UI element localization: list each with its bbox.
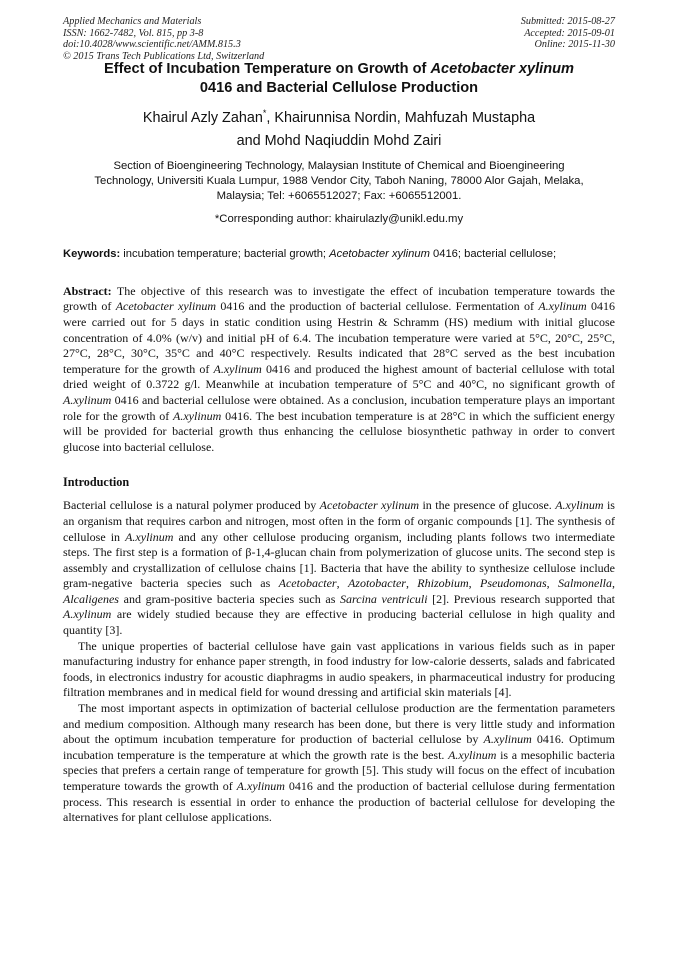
copyright-line: © 2015 Trans Tech Publications Ltd, Switzerland	[63, 50, 265, 62]
author-list	[63, 102, 615, 153]
corresponding-mark: *	[262, 108, 267, 118]
species-name: Azotobacter	[347, 576, 406, 591]
body-text: in the presence of glucose.	[419, 498, 556, 513]
abstract	[63, 284, 615, 456]
species-name: Rhizobium	[417, 576, 469, 591]
title-text-line2: 0416 and Bacterial Cellulose Production	[199, 80, 479, 96]
separator: ,	[546, 576, 558, 591]
abstract-label: Abstract:	[63, 283, 112, 298]
separator: ,	[612, 576, 615, 591]
species-name: A.xylinum	[483, 732, 532, 747]
species-name: A.xylinum	[63, 392, 112, 407]
first-author: Khairul Azly Zahan	[142, 109, 263, 126]
keywords-text: incubation temperature; bacterial growth;	[120, 247, 330, 260]
species-name: A.xylinum	[236, 779, 285, 794]
body-text: are widely studied because they are effective in producing bacterial cellulose in high quality and quantity [3].	[63, 607, 615, 638]
issn-line: ISSN: 1662-7482, Vol. 815, pp 3-8	[63, 27, 204, 39]
abstract-text: 0416. The best incubation temperature is at 28°C in which the sufficient energy will be provided for bacterial growth thus enhancing the cellulose biosynthetic pathway in order to convert glucose into bacterial cellulose.	[63, 408, 615, 454]
title-text: Effect of Incubation Temperature on Growth of	[103, 61, 431, 77]
paper-title	[63, 58, 615, 98]
species-name: A.xylinum	[125, 529, 174, 544]
species-name: Salmonella	[558, 576, 612, 591]
abstract-text: 0416 and bacterial cellulose were obtained. As a conclusion, incubation temperature plays an important role for the growth of	[63, 392, 615, 423]
affiliation	[63, 159, 615, 204]
affiliation-line3: Malaysia; Tel: +6065512027; Fax: +6065512001.	[216, 189, 462, 202]
body-text: is a mesophilic bacteria species that prefers a certain range of temperature for growth [5]. This study will focus on the effect of incubation temperature towards the growth of	[63, 747, 615, 794]
species-name: A.xylinum	[448, 747, 497, 762]
co-authors: , Khairunnisa Nordin, Mahfuzah Mustapha	[266, 109, 536, 126]
accepted-date: Accepted: 2015-09-01	[524, 27, 615, 39]
body-text: and gram-positive bacteria species such as	[118, 591, 341, 606]
keywords-species: Acetobacter xylinum	[329, 247, 430, 260]
abstract-text: 0416 and the production of bacterial cellulose. Fermentation of	[216, 299, 539, 314]
species-name: Sarcina ventriculi	[340, 591, 428, 606]
species-name: Acetobacter xylinum	[319, 498, 420, 513]
species-name: Acetobacter xylinum	[115, 299, 216, 314]
journal-name: Applied Mechanics and Materials	[63, 16, 202, 27]
species-name: A.xylinum	[538, 299, 587, 314]
species-name: Acetobacter	[278, 576, 337, 591]
body-text: Bacterial cellulose is a natural polymer produced by	[63, 498, 320, 513]
header-left	[63, 16, 264, 62]
submitted-date: Submitted: 2015-08-27	[520, 16, 615, 27]
species-name: A.xylinum	[555, 498, 604, 513]
body-text: and any other cellulose producing organism, including plants follows two intermediate steps. The first step is a formation of β-1,4-glucan chain from polymerization of glucose units. The second step is assembly and crystallization of cellulose chains [1]. Bacteria that have the ability to synthesize cellulose include gram-negative bacteria species such as	[63, 529, 615, 591]
abstract-text: 0416 were carried out for 5 days in static condition using Hestrin & Schramm (HS) medium with initial glucose concentration of 4.0% (w/v) and initial pH of 6.4. The incubation temperature were varied at 5°C, 20°C, 25°C, 27°C, 28°C, 30°C, 35°C and 40°C respectively. Results indicated that 28°C served as the best incubation temperature for the growth of	[63, 299, 616, 376]
co-authors-line2: and Mohd Naqiuddin Mohd Zairi	[236, 132, 442, 149]
header-right	[521, 16, 615, 51]
affiliation-line1: Section of Bioengineering Technology, Malaysian Institute of Chemical and Bioengineering	[113, 159, 565, 172]
species-name: A.xylinum	[213, 361, 262, 376]
body-text: [2]. Previous research supported that	[427, 591, 616, 606]
body-text: 0416. Optimum incubation temperature is the temperature at which the growth rate is the best.	[63, 732, 615, 762]
species-name: Pseudomonas	[479, 576, 547, 591]
affiliation-line2: Technology, Universiti Kuala Lumpur, 1988 Vendor City, Taboh Naning, 78000 Alor Gajah, Melaka,	[94, 174, 584, 187]
section-heading-introduction: Introduction	[63, 475, 130, 490]
body-text: The most important aspects in optimization of bacterial cellulose production are the fermentation parameters and medium composition. Although many research has been done, but there is very little study and information about the optimum incubation temperature for production of bacterial cellulose by	[63, 701, 615, 747]
corresponding-author[interactable]: *Corresponding author: khairulazly@unikl.edu.my	[214, 212, 464, 225]
journal-header	[63, 0, 615, 62]
intro-paragraph-2: The unique properties of bacterial cellulose have gain vast applications in various fields such as in paper manufacturing industry for enhance paper strength, in food industry for low-calorie desserts, salads and fabricated foods, in electronics industry for acoustic diaphragms in audio speakers, in pharmaceutical industry for producing filtration membranes and in medical field for wound dressing and artificial skin materials [4].	[63, 638, 615, 700]
species-name: A.xylinum	[63, 607, 112, 622]
abstract-text: 0416 and produced the highest amount of bacterial cellulose with total dried weight of 0.3722 g/l. Meanwhile at incubation temperature of 5°C and 40°C, no significant growth of	[63, 361, 615, 392]
species-name: A.xylinum	[173, 408, 222, 423]
intro-paragraph-1	[63, 498, 615, 638]
keywords-label: Keywords:	[63, 247, 121, 260]
separator: ,	[336, 576, 348, 591]
species-name: Alcaligenes	[63, 591, 119, 606]
body-text: 0416 and the production of bacterial cellulose during fermentation process. This research is essential in order to enhance the production of bacterial cellulose for developing the alternatives for plant cellulose applications.	[63, 779, 616, 825]
abstract-text: The objective of this research was to investigate the effect of incubation temperature towards the growth of	[63, 283, 615, 314]
body-text: is an organism that requires carbon and nitrogen, most often in the form of organic compounds [1]. The synthesis of cellulose in	[63, 498, 615, 544]
intro-paragraph-3	[63, 701, 615, 826]
title-species: Acetobacter xylinum	[430, 61, 575, 77]
doi-line[interactable]: doi:10.4028/www.scientific.net/AMM.815.3	[63, 39, 241, 51]
online-date: Online: 2015-11-30	[534, 39, 615, 51]
keywords	[63, 247, 615, 262]
separator: ,	[405, 576, 418, 591]
keywords-text-end: 0416; bacterial cellulose;	[429, 247, 557, 260]
separator: ,	[468, 576, 480, 591]
